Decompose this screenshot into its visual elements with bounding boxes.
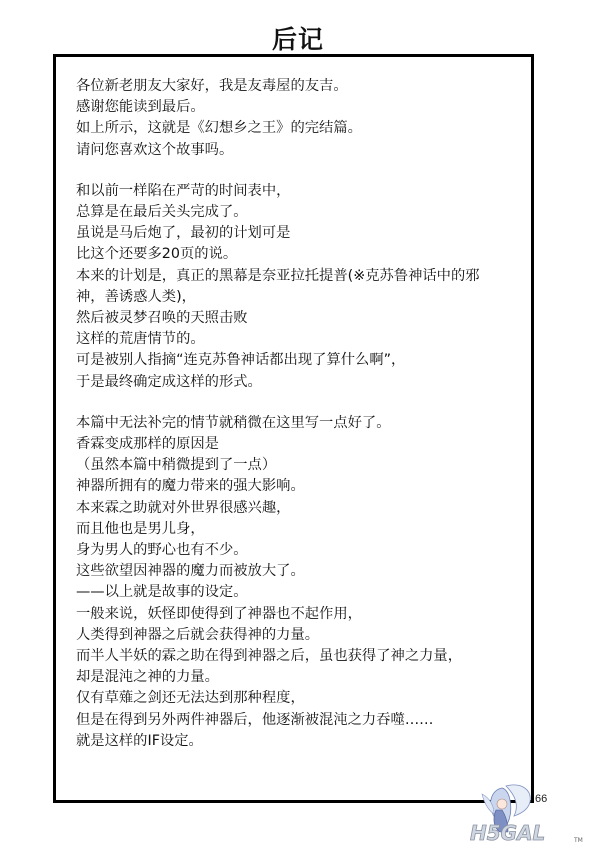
text-line: 本来霖之助就对外世界很感兴趣， <box>76 499 291 516</box>
paragraph <box>76 181 526 393</box>
text-line: 身为男人的野心也有不少。 <box>76 542 248 559</box>
text-line: 然后被灵梦召唤的天照击败 <box>76 310 248 327</box>
text-line: 于是最终确定成这样的形式。 <box>76 373 262 390</box>
watermark-text: H5GAL <box>470 821 546 845</box>
text-line: （虽然本篇中稍微提到了一点） <box>76 457 277 474</box>
text-line: 而且他也是男儿身， <box>76 520 205 537</box>
text-line: 这样的荒唐情节的。 <box>76 331 205 348</box>
text-line: 感谢您能读到最后。 <box>76 99 205 116</box>
text-line: 神，善诱惑人类)， <box>76 288 196 305</box>
text-line: 这些欲望因神器的魔力而被放大了。 <box>76 563 305 580</box>
text-line: 如上所示，这就是《幻想乡之王》的完结篇。 <box>76 120 362 137</box>
afterword-body <box>76 76 526 752</box>
text-line: 可是被别人指摘“连克苏鲁神话都出现了算什么啊”， <box>76 352 406 369</box>
text-line: 本篇中无法补完的情节就稍微在这里写一点好了。 <box>76 414 391 431</box>
text-line: 仅有草薙之剑还无法达到那种程度， <box>76 690 305 707</box>
watermark-tm: TM <box>574 837 583 844</box>
text-line: 神器所拥有的魔力带来的强大影响。 <box>76 478 305 495</box>
text-line: 本来的计划是，真正的黑幕是奈亚拉托提普(※克苏鲁神话中的邪 <box>76 267 480 284</box>
paragraph <box>76 76 526 161</box>
text-line: 总算是在最后关头完成了。 <box>76 204 248 221</box>
paragraph <box>76 413 526 752</box>
watermark-logo <box>462 780 592 846</box>
text-line: 而半人半妖的霖之助在得到神器之后，虽也获得了神之力量， <box>76 648 463 665</box>
page-title: 后记 <box>271 25 324 54</box>
text-line: 人类得到神器之后就会获得神的力量。 <box>76 626 320 643</box>
text-line: 就是这样的IF设定。 <box>76 732 203 749</box>
text-line: ——以上就是故事的设定。 <box>76 584 248 601</box>
text-line: 一般来说，妖怪即使得到了神器也不起作用， <box>76 605 362 622</box>
text-line: 香霖变成那样的原因是 <box>76 436 219 453</box>
page-number: 66 <box>535 793 548 805</box>
text-line: 虽说是马后炮了，最初的计划可是 <box>76 225 291 242</box>
text-line: 和以前一样陷在严苛的时间表中， <box>76 182 291 199</box>
text-line: 却是混沌之神的力量。 <box>76 669 219 686</box>
text-line: 但是在得到另外两件神器后，他逐渐被混沌之力吞噬…… <box>76 711 434 728</box>
text-line: 各位新老朋友大家好，我是友毒屋的友吉。 <box>76 78 348 94</box>
text-line: 比这个还要多20页的说。 <box>76 246 238 263</box>
text-line: 请问您喜欢这个故事吗。 <box>76 141 234 158</box>
